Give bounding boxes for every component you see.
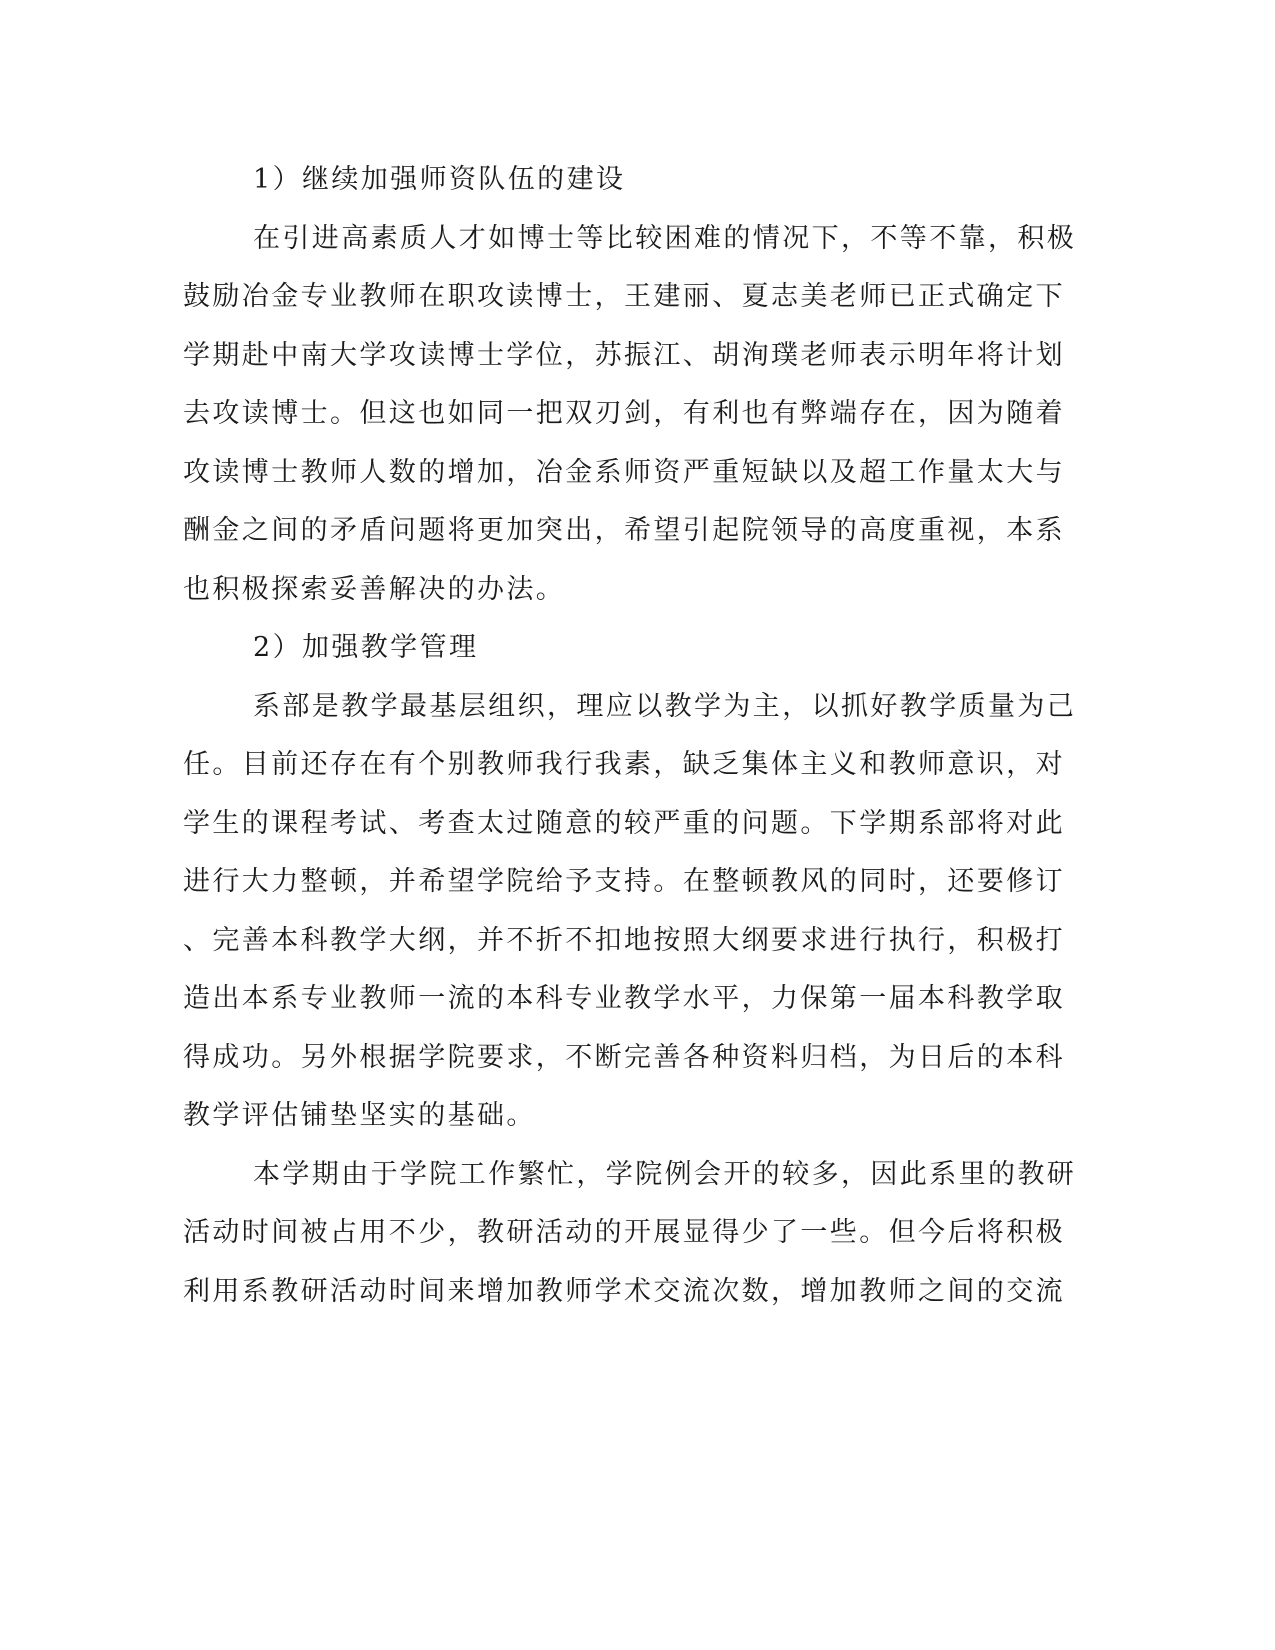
paragraph-line: 学生的课程考试、考查太过随意的较严重的问题。下学期系部将对此 — [183, 808, 1065, 839]
paragraph-line: 酬金之间的矛盾问题将更加突出，希望引起院领导的高度重视，本系 — [183, 515, 1065, 546]
paragraph-line: 鼓励冶金专业教师在职攻读博士，王建丽、夏志美老师已正式确定下 — [183, 281, 1065, 312]
paragraph-line: 教学评估铺垫坚实的基础。 — [183, 1100, 536, 1131]
paragraph-line: 学期赴中南大学攻读博士学位，苏振江、胡洵璞老师表示明年将计划 — [183, 340, 1065, 371]
section-heading-2: 2）加强教学管理 — [253, 632, 479, 663]
section-heading-1: 1）继续加强师资队伍的建设 — [253, 164, 626, 195]
paragraph-line: 利用系教研活动时间来增加教师学术交流次数，增加教师之间的交流 — [183, 1276, 1065, 1307]
paragraph-line: 在引进高素质人才如博士等比较困难的情况下，不等不靠，积极 — [253, 223, 1077, 254]
paragraph-line: 系部是教学最基层组织，理应以教学为主，以抓好教学质量为己 — [253, 691, 1077, 722]
paragraph-line: 也积极探索妥善解决的办法。 — [183, 574, 566, 605]
paragraph-line: 、完善本科教学大纲，并不折不扣地按照大纲要求进行执行，积极打 — [183, 925, 1065, 956]
paragraph-line: 去攻读博士。但这也如同一把双刃剑，有利也有弊端存在，因为随着 — [183, 398, 1065, 429]
paragraph-line: 本学期由于学院工作繁忙，学院例会开的较多，因此系里的教研 — [253, 1159, 1077, 1190]
paragraph-line: 进行大力整顿，并希望学院给予支持。在整顿教风的同时，还要修订 — [183, 866, 1065, 897]
paragraph-line: 造出本系专业教师一流的本科专业教学水平，力保第一届本科教学取 — [183, 983, 1065, 1014]
paragraph-line: 活动时间被占用不少，教研活动的开展显得少了一些。但今后将积极 — [183, 1217, 1065, 1248]
paragraph-line: 得成功。另外根据学院要求，不断完善各种资料归档，为日后的本科 — [183, 1042, 1065, 1073]
paragraph-line: 任。目前还存在有个别教师我行我素，缺乏集体主义和教师意识，对 — [183, 749, 1065, 780]
paragraph-line: 攻读博士教师人数的增加，冶金系师资严重短缺以及超工作量太大与 — [183, 457, 1065, 488]
